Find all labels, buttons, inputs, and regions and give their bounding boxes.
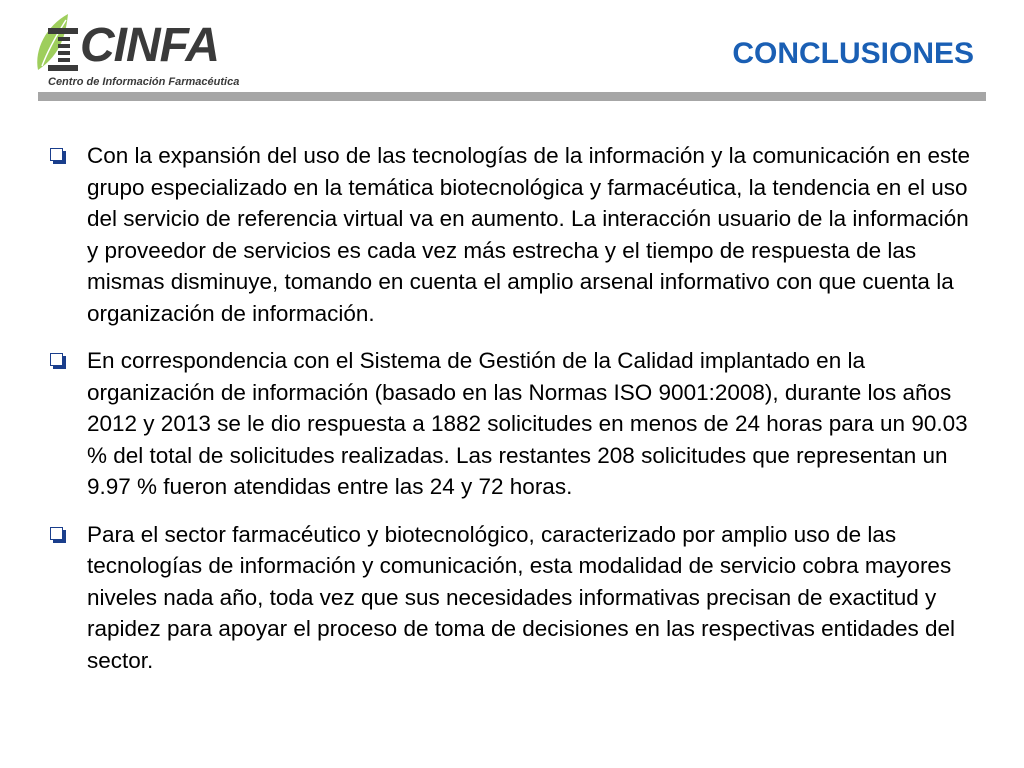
slide-title: CONCLUSIONES — [732, 37, 974, 70]
checkbox-bullet-icon — [50, 527, 63, 540]
list-item — [46, 140, 986, 329]
bullet-text: En correspondencia con el Sistema de Gestión de la Calidad implantado en la organización de información (basado en las Normas ISO 9001:2008), durante los años 2012 y 2013 se le dio respuesta a 1882 solicitudes en menos de 24 horas para un 90.03 % del total de solicitudes realizadas. Las restantes 208 solicitudes que representan un 9.97 % fueron atendidas entre las 24 y 72 horas. — [87, 348, 968, 499]
logo-subtitle: Centro de Información Farmacéutica — [48, 76, 240, 88]
bullet-text: Con la expansión del uso de las tecnologías de la información y la comunicación en este grupo especializado en la temática biotecnológica y farmacéutica, la tendencia en el uso del servicio de referencia virtual va en aumento. La interacción usuario de la información y proveedor de servicios es cada vez más estrecha y el tiempo de respuesta de las mismas disminuye, tomando en cuenta el amplio arsenal informativo con que cuenta la organización de información. — [87, 143, 971, 326]
checkbox-bullet-icon — [50, 353, 63, 366]
header-divider — [38, 92, 986, 101]
logo-wordmark: CINFA — [80, 19, 219, 72]
bullet-text: Para el sector farmacéutico y biotecnológico, caracterizado por amplio uso de las tecnologías de información y comunicación, esta modalidad de servicio cobra mayores niveles nada año, toda vez que sus necesidades informativas precisan de exactitud y rapidez para apoyar el proceso de toma de decisiones en las respectivas entidades del sector. — [87, 521, 956, 673]
checkbox-bullet-icon — [50, 148, 63, 161]
cinfa-logo — [34, 10, 254, 88]
list-item — [46, 345, 986, 503]
conclusions-list — [46, 140, 986, 692]
list-item — [46, 519, 986, 677]
